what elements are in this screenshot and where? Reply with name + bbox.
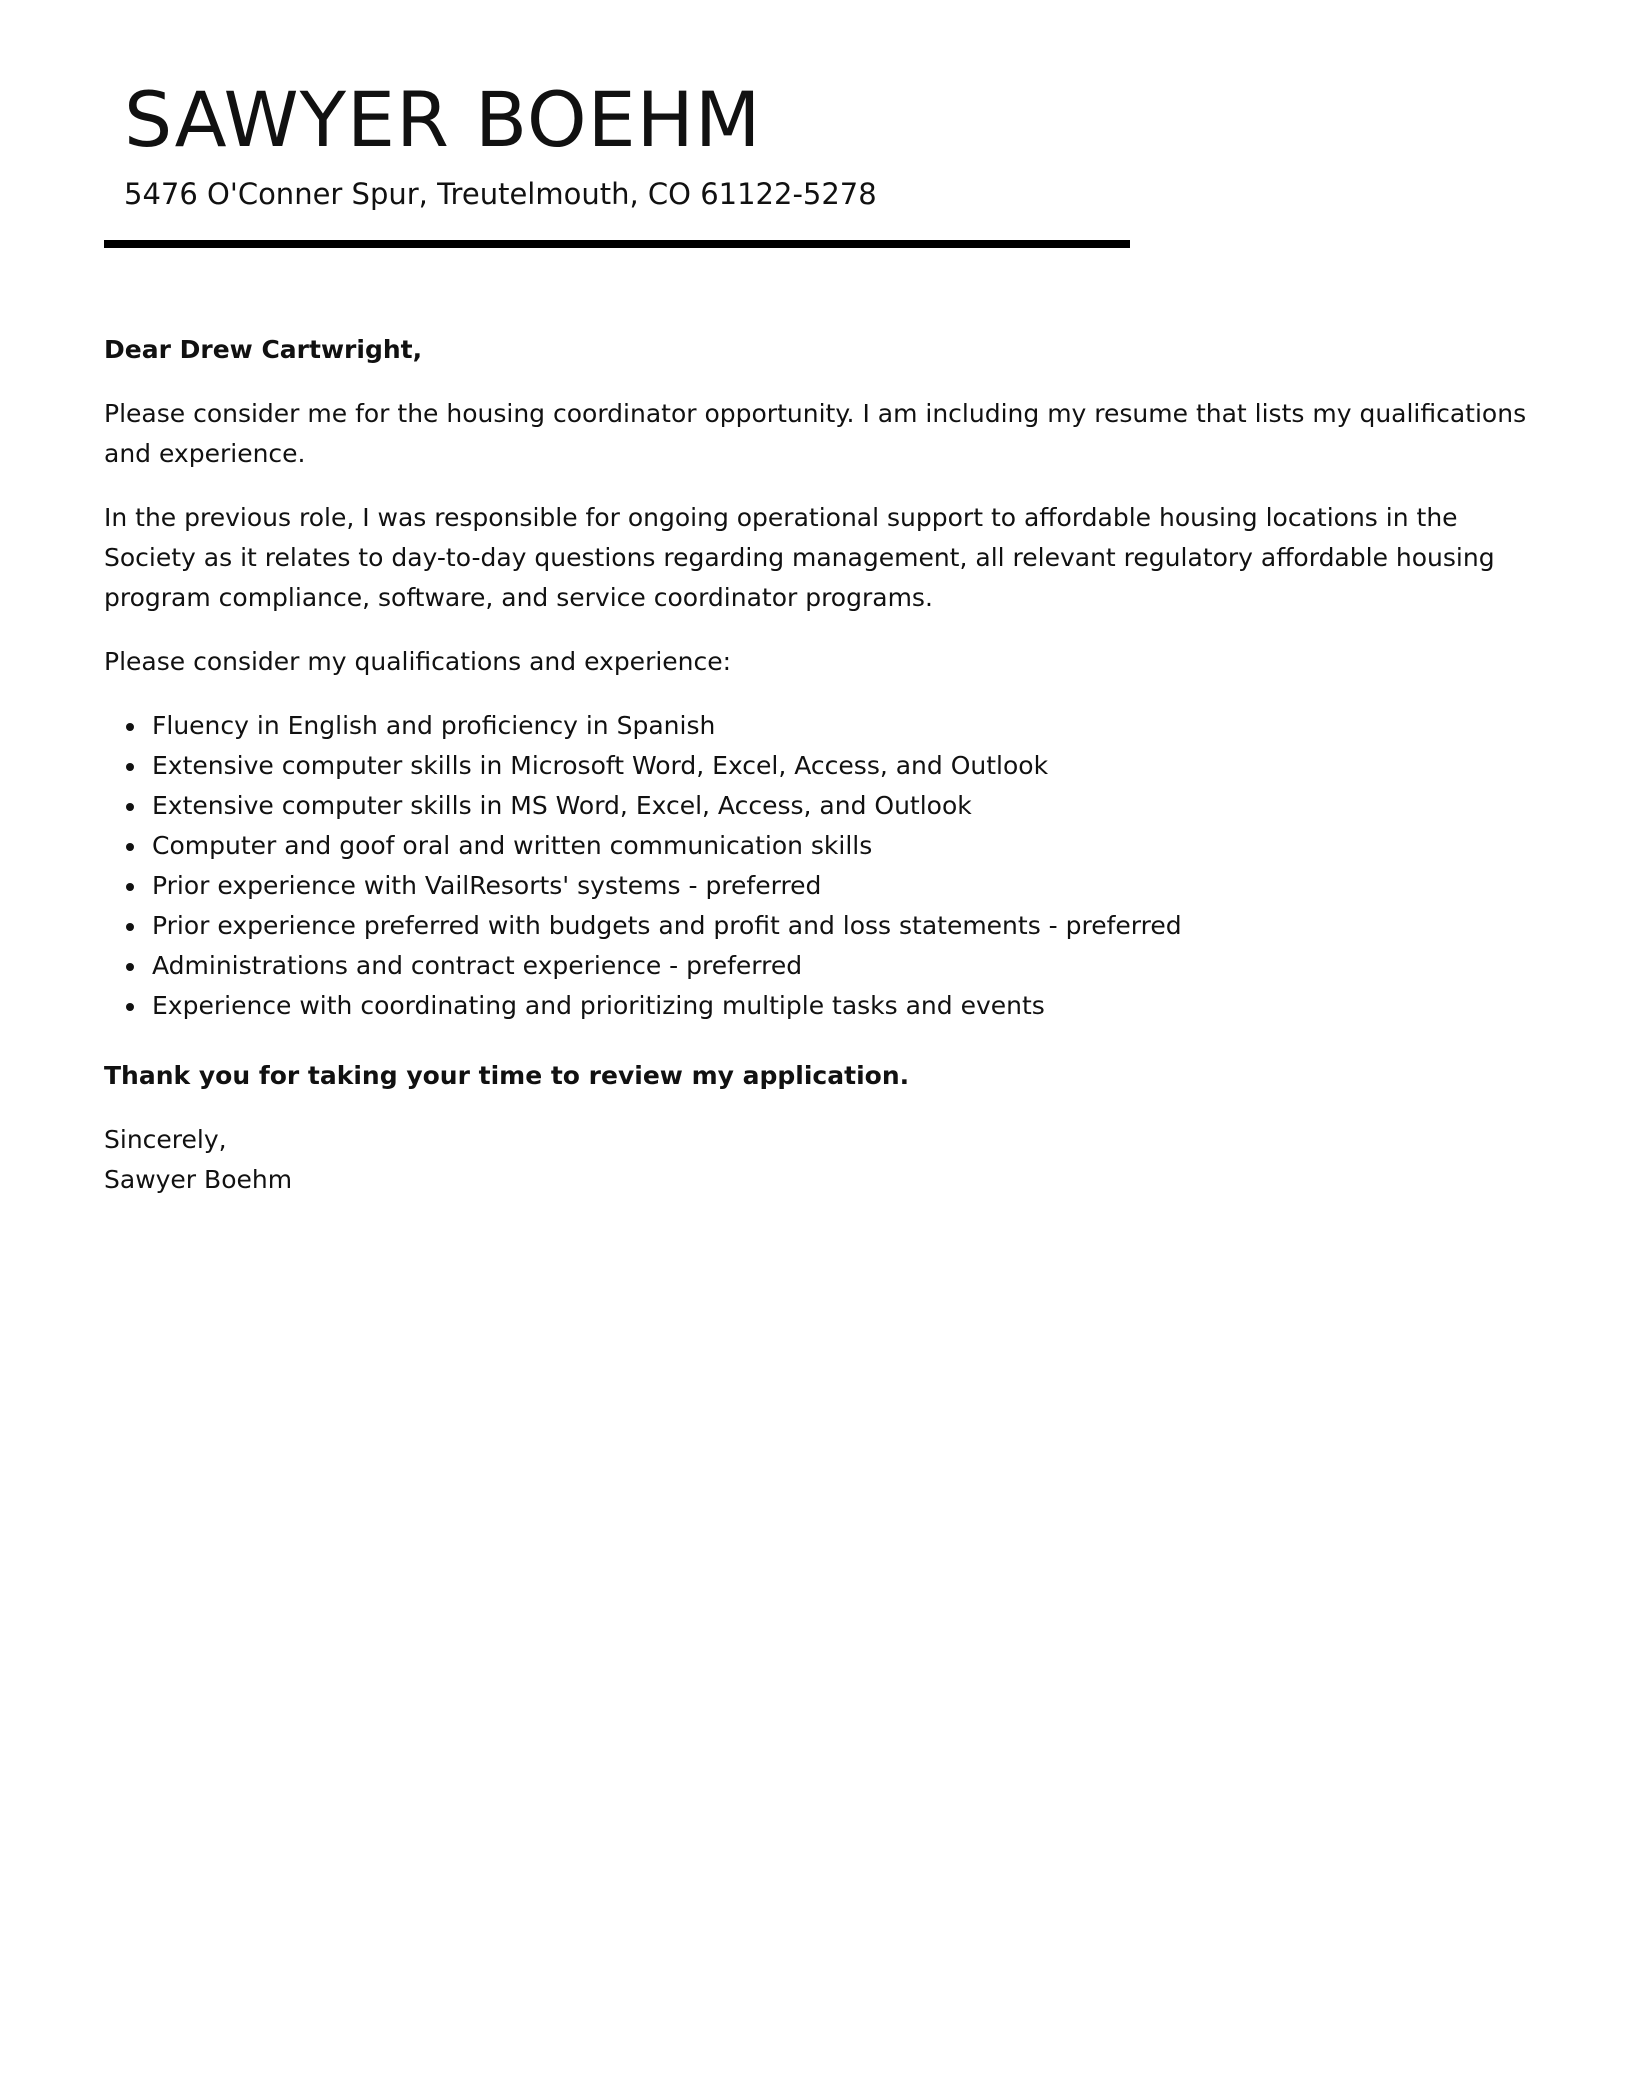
bullet-icon: [126, 883, 134, 891]
list-item-text: Administrations and contract experience - preferred: [152, 951, 803, 980]
list-item: [152, 946, 1544, 986]
list-item: [152, 746, 1544, 786]
bullet-icon: [126, 963, 134, 971]
list-item-text: Extensive computer skills in MS Word, Excel, Access, and Outlook: [152, 791, 972, 820]
list-item-text: Prior experience with VailResorts' systems - preferred: [152, 871, 822, 900]
list-item: [152, 826, 1544, 866]
bullet-icon: [126, 843, 134, 851]
list-item: [152, 706, 1544, 746]
paragraph-previous-role: In the previous role, I was responsible for ongoing operational support to affordable housing locations in the Society as it relates to day-to-day questions regarding management, all relevant regulatory affordable housing program compliance, software, and service coordinator programs.: [104, 503, 1495, 612]
list-item: [152, 986, 1544, 1026]
list-item-text: Fluency in English and proficiency in Spanish: [152, 711, 716, 740]
bullet-icon: [126, 723, 134, 731]
closing: Sincerely,: [104, 1125, 227, 1154]
letter-body: [104, 330, 1544, 1200]
paragraph-qualifications-lead: Please consider my qualifications and experience:: [104, 647, 732, 676]
salutation: Dear Drew Cartwright,: [104, 335, 423, 364]
sender-name: SAWYER BOEHM: [124, 75, 762, 164]
list-item-text: Prior experience preferred with budgets and profit and loss statements - preferred: [152, 911, 1182, 940]
list-item: [152, 866, 1544, 906]
list-item-text: Extensive computer skills in Microsoft Word, Excel, Access, and Outlook: [152, 751, 1049, 780]
list-item-text: Experience with coordinating and prioritizing multiple tasks and events: [152, 991, 1045, 1020]
bullet-icon: [126, 923, 134, 931]
qualifications-list: [104, 706, 1544, 1026]
list-item: [152, 906, 1544, 946]
letter-header: [124, 76, 877, 214]
bullet-icon: [126, 1003, 134, 1011]
thank-you-line: Thank you for taking your time to review my application.: [104, 1061, 910, 1090]
paragraph-intro: Please consider me for the housing coordinator opportunity. I am including my resume that lists my qualifications and experience.: [104, 399, 1527, 468]
bullet-icon: [126, 803, 134, 811]
list-item-text: Computer and goof oral and written communication skills: [152, 831, 873, 860]
signature: Sawyer Boehm: [104, 1165, 293, 1194]
sender-address: 5476 O'Conner Spur, Treutelmouth, CO 61122-5278: [124, 177, 877, 211]
bullet-icon: [126, 763, 134, 771]
list-item: [152, 786, 1544, 826]
header-divider: [104, 240, 1130, 248]
